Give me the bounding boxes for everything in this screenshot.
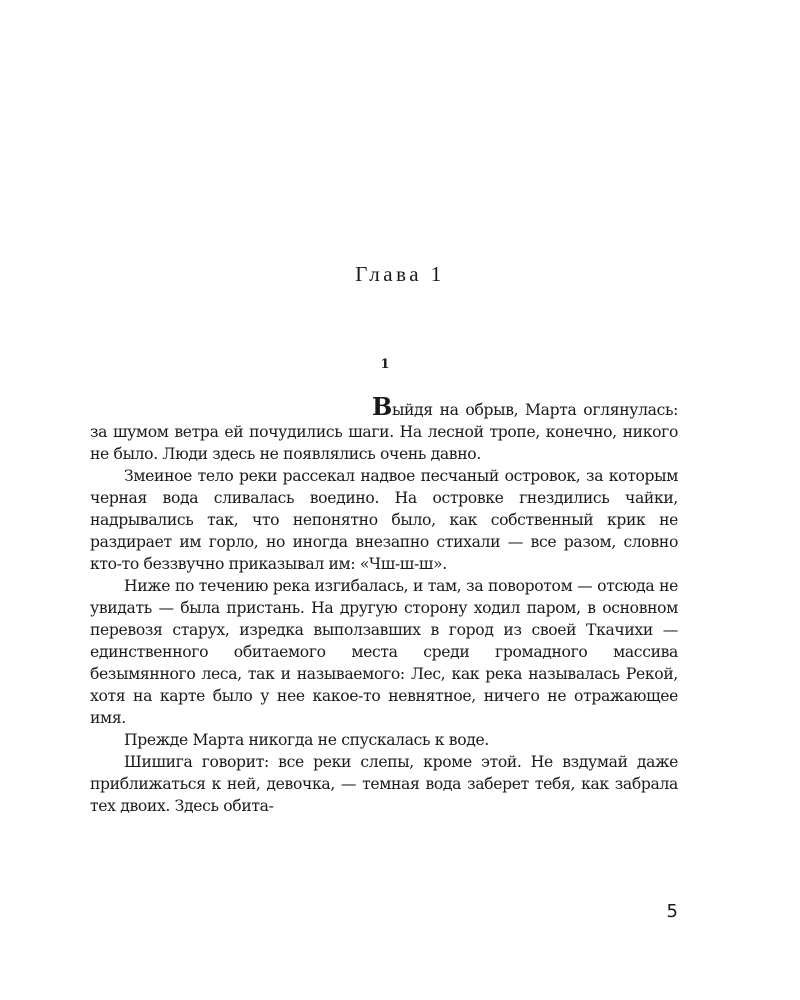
drop-cap: В xyxy=(372,392,392,421)
paragraph-1-text: ыйдя на обрыв, Марта оглянулась: за шумом ветра ей почудились шаги. На лесной тропе, конечно, никого не было. Люди здесь не появлялись очень давно. xyxy=(90,401,678,463)
paragraph-4: Прежде Марта никогда не спускалась к воде. xyxy=(124,731,490,749)
paragraph-3: Ниже по течению река изгибалась, и там, за поворотом — отсюда не увидать — была пристань. На другую сторону ходил паром, в основном перевозя старух, изредка выползавших в город из своей Ткачихи — единственного обитаемого места среди громадного массива безымянного леса, так и называемого: Лес, как река называлась Рекой, хотя на карте было у нее какое-то невнятное, ничего не отражающее имя. xyxy=(90,577,678,727)
paragraph-5: Шишига говорит: все реки слепы, кроме этой. Не вздумай даже приближаться к ней, девочка, — темная вода заберет тебя, как забрала тех двоих. Здесь обита- xyxy=(90,753,678,815)
paragraph-1 xyxy=(90,392,678,465)
page-number: 5 xyxy=(666,901,678,922)
chapter-title: Глава 1 xyxy=(355,262,445,286)
paragraph-2: Змеиное тело реки рассекал надвое песчаный островок, за которым черная вода сливалась воедино. На островке гнездились чайки, надрывались так, что непонятно было, как собственный крик не раздирает им горло, но иногда внезапно стихали — все разом, словно кто-то беззвучно приказывал им: «Чш-ш-ш». xyxy=(90,467,678,573)
section-number: 1 xyxy=(380,357,390,372)
body-text xyxy=(90,392,678,817)
